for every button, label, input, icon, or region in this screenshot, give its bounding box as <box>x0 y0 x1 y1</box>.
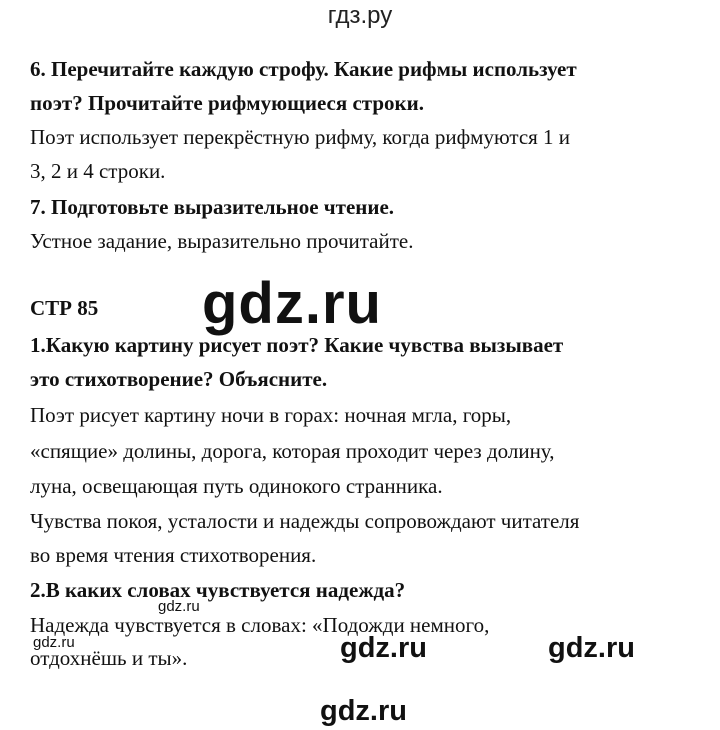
question-6-line-1: 6. Перечитайте каждую строфу. Какие рифмы использует <box>30 57 577 81</box>
watermark-large: gdz.ru <box>202 271 382 336</box>
watermark-small-2: gdz.ru <box>33 634 75 651</box>
watermark-mid-2: gdz.ru <box>548 632 635 664</box>
question-2: 2.В каких словах чувствуется надежда? <box>30 578 406 602</box>
answer-2-line-1: Надежда чувствуется в словах: «Подожди немного, <box>30 613 490 637</box>
answer-1-line-4: Чувства покоя, усталости и надежды сопровождают читателя <box>30 509 580 533</box>
answer-1-line-5: во время чтения стихотворения. <box>30 543 317 567</box>
watermark-mid-1: gdz.ru <box>340 632 427 664</box>
watermark-bottom: gdz.ru <box>320 695 407 727</box>
answer-1-line-3: луна, освещающая путь одинокого странника. <box>30 474 443 498</box>
watermark-small-1: gdz.ru <box>158 598 200 615</box>
question-1-line-1: 1.Какую картину рисует поэт? Какие чувства вызывает <box>30 333 564 357</box>
question-1-line-2: это стихотворение? Объясните. <box>30 367 328 391</box>
section-heading: СТР 85 <box>30 296 99 320</box>
answer-1-line-2: «спящие» долины, дорога, которая проходит через долину, <box>30 439 555 463</box>
answer-7: Устное задание, выразительно прочитайте. <box>30 229 414 253</box>
site-header: гдз.ру <box>327 2 393 29</box>
question-7: 7. Подготовьте выразительное чтение. <box>30 195 395 219</box>
answer-1-line-1: Поэт рисует картину ночи в горах: ночная мгла, горы, <box>30 403 512 427</box>
answer-6-line-1: Поэт использует перекрёстную рифму, когда рифмуются 1 и <box>30 125 571 149</box>
answer-6-line-2: 3, 2 и 4 строки. <box>30 159 166 183</box>
question-6-line-2: поэт? Прочитайте рифмующиеся строки. <box>30 91 424 115</box>
answer-2-line-2: отдохнёшь и ты». <box>30 646 188 670</box>
